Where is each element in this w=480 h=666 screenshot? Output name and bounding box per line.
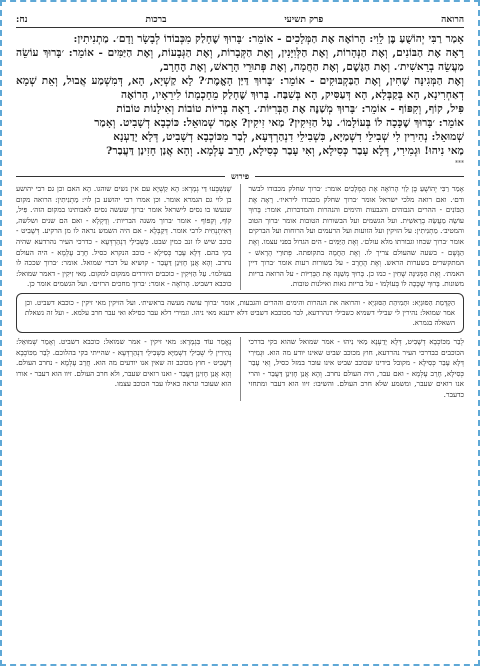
main-text-line: אוֹמֵר: ׳בָּרוּךְ שֶׁכָּכָה לוֹ בְּעוֹלָמוֹ׳. עַל הַזִּיקִין? מַאי זִיקִין? אָמַר שְׁמוּאֵל: כּוֹכְבָא דְשָׁבִיט. וְאָמַר [94,117,464,129]
commentary-left-text: שֶׁנִּשְׁבְּעוּ דַּי גְמָרְא: הָא קַשְׁיָא עם אין נשים שוהגו. הָא האם וכן גם רבי יהושע בן לוי גם הגמרא אומר. וכן אמרו רבי יהושע בן לוי: מַתְנִיתִין: הרואה מקום שנעשו בו נסים לישראל אומר ׳ברוך שעשה נסים לאבותינו במקום הזה׳. פִּיל, קוֹף, וְקִפּוֹף - אומר ׳ברוך משנה הבריות׳. וְדָּקְלָא - ואם הם שנים ושלשה, דְּאִיתְנְחִית לרבי אומר. דְּקַבְּלָא - אם היה השמש נראה לו מן הרקיע. דְּשָׁבִיט - כוכב שיש לו זנב כמין שבט. כִּשְׁבִילֵי דִנְהַרְדְּעָא - כדרכי העיר נהרדעא שהיה בקי בהם. דְּלָא עָבַר כְּסִילָא - כוכב הנקרא כסיל. חָרֵב עָלְמָא - היה העולם נחרב. וְהָא אֲנַן חָזִינַן דַּעֲבַר - קושיא על דברי שמואל. אומר: ׳ברוך שככה לו בעולמו׳. עַל הַזִּיקִין - כוכבים היורדים ממקום למקום. מַאי זִיקִין - דאמר שמואל: כוכבא דשביט. הָרוֹאֶה - אומר: ׳ברוך מחכים הרזים׳. ועל הגשמים אומר כן. [15,184,232,289]
page-header [16,14,464,28]
header-tractate: ברכות [145,15,167,25]
commentary-left-column [16,184,232,290]
lower-right-column [249,337,465,401]
main-gemara-text [16,32,464,158]
header-right-label: הרואה [441,15,464,25]
header-chapter: פרק תשיעי [284,15,324,25]
main-text-line: פִּיל, קוֹף, וְקִפּוֹף - אוֹמֵר: ׳בָּרוּךְ מְשַׁנֶּה אֶת הַבְּרִיּוֹת׳. רָאָה בְּרִיּוֹת טוֹבוֹת וְאִילָנוֹת טוֹבוֹת [116,103,464,115]
main-text-line: רָאָה אֶת הַבּוֹנִים, וְאֶת הַנְּהָרוֹת, וְאֶת הַלְּוִיָּנִין, וְאֶת הַקְּבָרוֹת, וְאֶת הַגְּבָעוֹת, וְאֶת הַיַּמִּים - אוֹמֵר: ׳בָּרוּךְ עוֹשֵׂה מַעֲשֵׂה בְרֵאשִׁית׳. וְאֶת הַגֶּשֶׁם, וְאֶת הַחֲמָה, וְאֶת פְּתוּרֵי הָרָאשׁ, וְאֶת הֶחָרָב, [16,47,464,73]
main-text-line: וְאֶת הַמְּגִינָּה שֶׁחִין, וְאֶת הַבַּקְבּוּקִים - אוֹמֵר: ׳בָּרוּךְ דַּיַּן הָאֱמֶת׳? לָא קַשְׁיָא, הָא, דְּמִשְׁמַע אֲבוּל, וְאֵת שְׁמָא דְאַחְרִינָא, הָא בְּקַבְּלָא, הָא דְּעַסִּיק, הָא בְּשִׁבַּח. בָּרוּךְ שֶׁחָלַק מֵחָכְמָתוֹ לִירֵאָיו, הָרוֹאֶה [16,75,464,101]
commentary-label: פירוש [230,171,250,181]
column-rule [240,337,241,401]
sugya-intro-box [16,293,464,333]
lower-left-text: נֶאֱמַר עוֹד בִּגְמָרָא: מאי זיקין - אמר שמואל: כוכבא דשביט. וְאָמַר שְׁמוּאֵל: נְהִירִין לִי שְׁבִילֵי דִשְׁמַיָּא כִּשְׁבִילֵי דִנְהַרְדְּעָא - שהייתי בקי בהלוכם. לְבַר מִכּוֹכְבָא דְשָׁבִיט - חוץ מכוכב זה שאין אנו יודעים מה הוא. חֲרֵב עָלְמָא - נחרב העולם. וְהָא אֲנַן חָזִינַן דַּעֲבַר - ואנו רואים שעבר, ולא חרב העולם. זיוו הוא דעבר - אורו הוא שעובר ונראה כאילו עבר הכוכב עצמו. [16,336,232,389]
divider-line [16,176,225,177]
commentary-right-column [249,184,465,290]
lower-right-text: לְבַר מִכּוֹכְבָא דְשָׁבִיט, דְּלָא יָדַעְנָא מַאי נִיהוּ - אמר שמואל שהוא בקי בדרכי הכוכבים כבדרכי העיר נהרדעא, חוץ מכוכב שביט שאינו יודע מה הוא. וּגְמִירִי דְּלָא עָבַר כְּסִילָא - מקובל בידינו שכוכב שביט אינו עובר במזל כסיל, וְאִי עָבַר כְּסִילָא, חָרֵב עָלְמָא - ואם עבר, היה העולם נחרב. וְהָא אֲנַן חָזִינַן דַּעֲבַר - והרי אנו רואים שעבר, ומשמע שלא חרב העולם. והשיבו: זיוו הוא דעבר ומתחזי כדעבר. [248,336,464,399]
footmark: *** [455,160,464,167]
main-text-line: מַאי נִיהוּ! וּגְמִירִי, דְּלָא עָבַר כְּסִילָא, וְאִי עָבַר כְּסִילָא, חָרֵב עָלְמָא. וְהָא אֲנַן חָזִינַן דַּעֲבַר? [106,145,464,157]
commentary-right-text: אָמַר רַבִּי יְהוֹשֻׁעַ בֶּן לֵוִי הָרוֹאֶה אֶת הַמְּלָכִים אומר: ׳ברוך שחלק מכבודו לבשר ודם׳. ואם רואה מלכי ישראל אומר ׳ברוך שחלק מכבודו ליראיו׳. רָאָה אֶת הַבּוֹנִים - ההרים הגבוהים והגבעות והימים והנהרות והמדברות, אומר: בָּרוּךְ עוֹשֵׂה מַעֲשֵׂה בְרֵאשִׁית. ועל הגשמים ועל הבשורות הטובות אומר ׳ברוך הטוב והמטיב׳. מַתְנִיתִין: על הזיקין ועל הזועות ועל הרעמים ועל הרוחות ועל הברקים אומר ׳ברוך שכחו וגבורתו מלא עולם׳. וְאֶת הַיַּמִּים - הים הגדול בפני עצמו. וְאֶת הַגֶּשֶׁם - בשעה שהעולם צריך לו. וְאֶת הַחֲמָה בתקופתה. פְּתוּרֵי הָרָאשׁ - המתקשרים בשערות הראש. וְאֶת הֶחָרָב - על בשורות רעות אומר ׳ברוך דיין האמת׳. וְאֶת הַמְּגִינָּה שֶׁחִין - כמו כן. בָּרוּךְ מְשַׁנֶּה אֶת הַבְּרִיּוֹת - על הרואה בריות משונות. בָּרוּךְ שֶׁכָּכָה לוֹ בְּעוֹלָמוֹ - על בריות נאות ואילנות טובות. [248,184,464,289]
main-text-line: שְׁמוּאֵל: נְהִירִין לִי שְׁבִילֵי דִשְׁמַיָּא, כִּשְׁבִילֵי דִנְהַרְדְּעָא, לְבַר מִכּוֹכְבָא דְשָׁבִיט, דְּלָא יָדַעְנָא [113,131,464,143]
lower-left-column [16,337,232,401]
main-text-line: אָמַר רַבִּי יְהוֹשֻׁעַ בֶּן לֵוִי: הָרוֹאֶה אֶת הַמְּלָכִים - אוֹמֵר: ׳בָּרוּךְ שֶׁחָלַק מִכְּבוֹדוֹ לְבָשָׂר וָדָם׳. מַתְנִיתִין: [73,33,464,45]
divider-line [255,176,464,177]
sugya-intro-text: הַקְדָּמַת הַסּוּגְיָא: וּתְמִיהַת הַסּוּגְיָא - והרואה את הנהרות והימים וההרים והגבעות, אומר ׳ברוך עושה מעשה בראשית׳. ועל הזיקין מאי זיקין - כוכבא דשביט. וכן אמר שמואל: נהירין לי שבילי דשמיא כשבילי דנהרדעא, לבר מכוכבא דשביט דלא ידענא מאי ניהו. וגמירי דלא עבר כסילא ואי עבר חרב עלמא. - ועל זה נשאלת השאלה בגמרא. [25,298,455,327]
header-page-ref: נח: [16,15,28,25]
column-rule [240,184,241,290]
commentary-divider [16,171,464,181]
lower-columns [16,337,464,401]
commentary-columns [16,184,464,290]
